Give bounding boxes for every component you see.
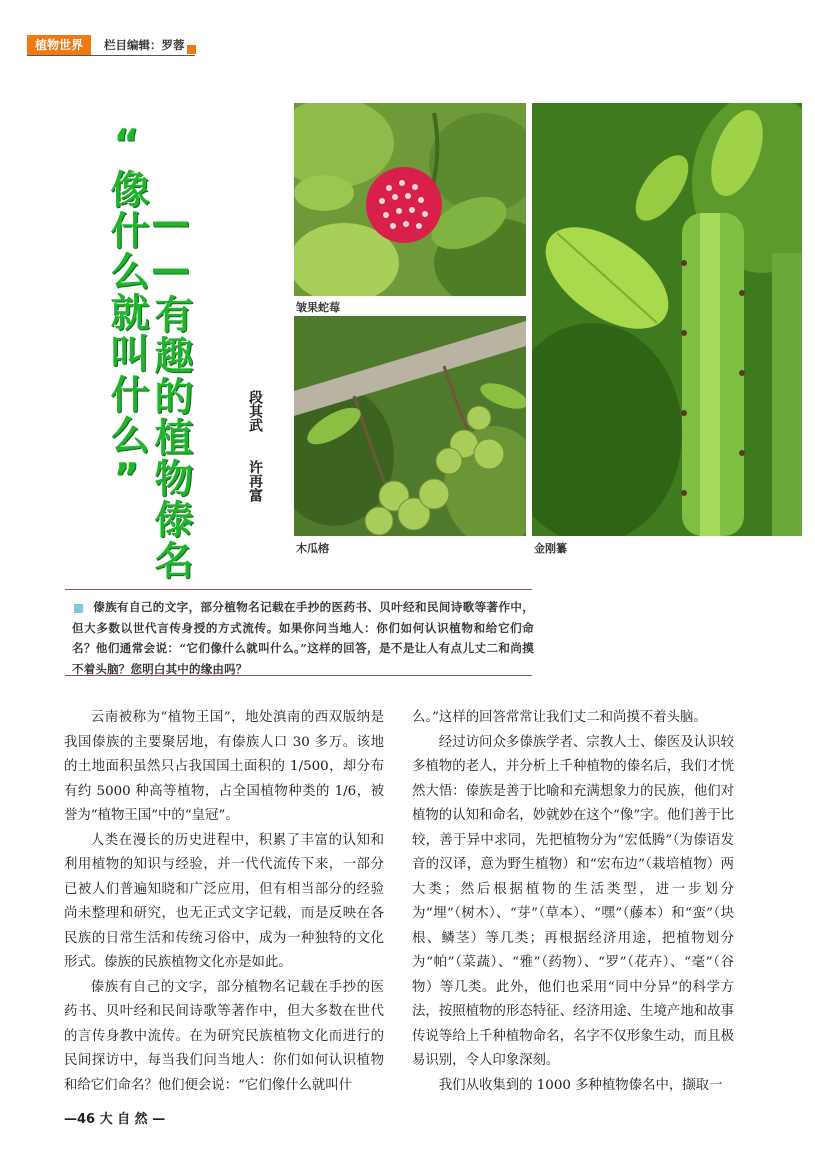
photo-euphorbia [532,103,802,536]
paragraph: 云南被称为“植物王国”，地处滇南的西双版纳是我国傣族的主要聚居地，有傣族人口 30 多万。该地的土地面积虽然只占我国国土面积的 1/500，却分布有约 5000 种高等植物，占全国植物种类的 1/6，被誉为“植物王国”中的“皇冠”。 [64,710,384,823]
paragraph: 傣族有自己的文字，部分植物名记载在手抄的医药书、贝叶经和民间诗歌等著作中，但大多数在世代的言传身教中流传。在为研究民族植物文化而进行的民间探访中，每当我们问当地人：你们如何认识植物和给它们命名？他们便会说：“它们像什么就叫什 [64,979,384,1093]
caption-euphorbia: 金刚纂 [534,542,567,555]
photo-fig [294,316,526,536]
page-folio: —46 大 自 然 — [64,1112,166,1127]
intro-square-icon [74,604,83,613]
paragraph: 我们从收集到的 1000 多种植物傣名中，撷取一 [438,1077,723,1093]
title-sub: ——有趣的植物傣名 [148,200,193,581]
intro-text [72,597,534,679]
body-left-column [64,706,384,1098]
intro-paragraph: 傣族有自己的文字，部分植物名记载在手抄的医药书、贝叶经和民间诗歌等著作中，但大多数以世代言传身授的方式流传。如果你问当地人：你们如何认识植物和给它们命名？他们通常会说：“它们像什么就叫什么。”这样的回答，是不是让人有点儿丈二和尚摸不着头脑？您明白其中的缘由吗？ [72,600,534,676]
paragraph: 经过访问众多傣族学者、宗教人士、傣医及认识较多植物的老人，并分析上千种植物的傣名后，我们才恍然大悟：傣族是善于比喻和充满想象力的民族，他们对植物的认知和命名，妙就妙在这个“像”字。他们善于比较，善于异中求同，先把植物分为“宏低腾”（为傣语发音的汉译，意为野生植物）和“宏布边”（栽培植物）两大类；然后根据植物的生活类型，进一步划分为“埋”（树木）、“芽”（草本）、“嘿”（藤本）和“蛮”（块根、鳞茎）等几类；再根据经济用途，把植物划分为“帕”（菜蔬）、“雅”（药物）、“罗”（花卉）、“毫”（谷物）等几类。此外，他们也采用“同中分异”的科学方法，按照植物的形态特征、经济用途、生境产地和故事传说等给上千种植物命名，名字不仅形象生动，而且极易识别，令人印象深刻。 [412,734,734,1068]
header-square-icon [187,45,196,54]
paragraph: 人类在漫长的历史进程中，积累了丰富的认知和利用植物的知识与经验，并一代代流传下来，一部分已被人们普遍知晓和广泛应用，但有相当部分的经验尚未整理和研究，也无正式文字记载，而是反映在各民族的日常生活和传统习俗中，成为一种独特的文化形式。傣族的民族植物文化亦是如此。 [64,832,384,970]
paragraph-continued: 么。”这样的回答常常让我们丈二和尚摸不着头脑。 [412,710,707,725]
caption-fig: 木瓜榕 [296,542,329,555]
header-rule [27,55,195,56]
caption-strawberry: 皱果蛇莓 [296,301,340,314]
column-editor: 栏目编辑：罗蓉 [104,38,185,52]
intro-rule-bottom [65,675,532,676]
author-2: 许再富 [247,460,263,502]
title-main: “像什么就叫什么” [104,122,149,503]
body-right-column [412,706,734,1098]
author-1: 段其武 [247,390,263,432]
section-tag: 植物世界 [27,35,91,55]
intro-rule-top [65,589,532,590]
photo-strawberry [294,103,526,296]
